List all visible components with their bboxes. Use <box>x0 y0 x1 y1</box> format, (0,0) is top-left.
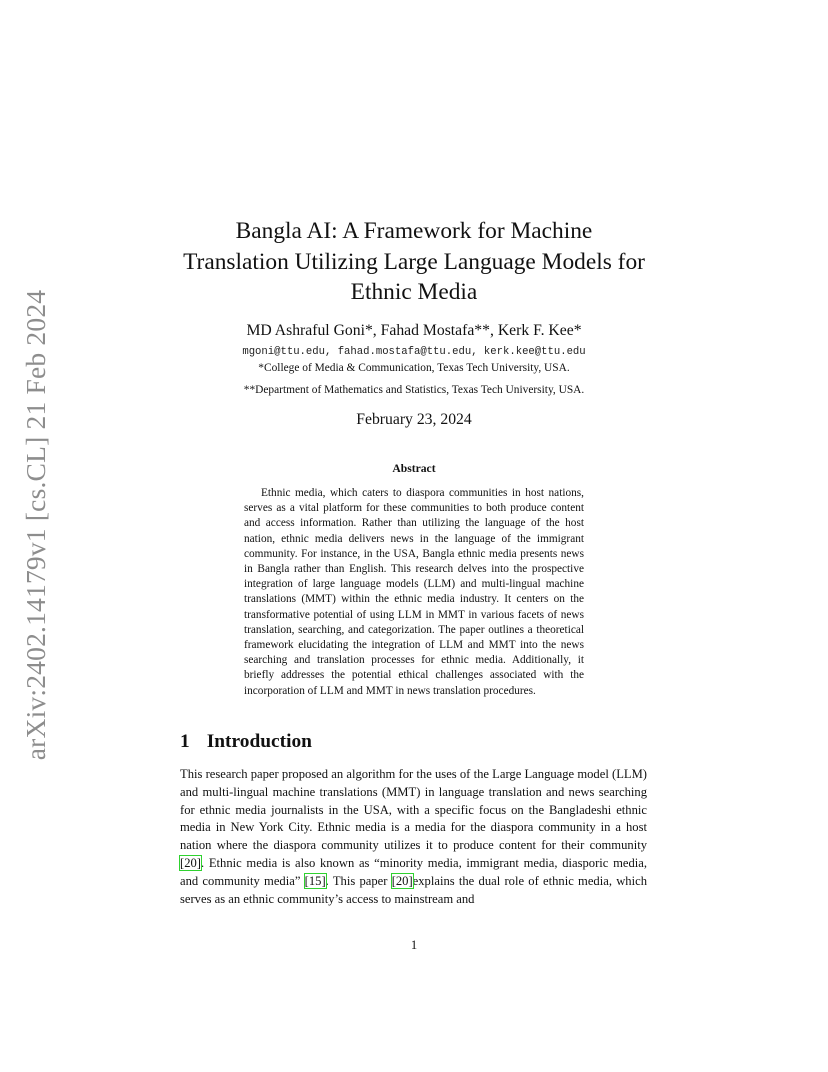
citation-link[interactable]: [15] <box>304 873 326 888</box>
page-number: 1 <box>410 938 418 952</box>
section-heading <box>180 731 312 753</box>
abstract-text: Ethnic media, which caters to diaspora communities in host nations, serves as a vital platform for these communities to both produce content and access information. Rather than utilizing the language of the host nation, ethnic media delivers news in the language of the immigrant community. For instance, in the USA, Bangla ethnic media presents news in Bangla rather than English. This research delves into the prospective integration of large language models (LLM) and multi-lingual machine translations (MMT) within the ethnic media industry. It centers on the transformative potential of using LLM in MMT in various facets of news translation, searching, and categorization. The paper outlines a theoretical framework elucidating the integration of LLM and MMT into the news searching and translation processes for ethnic media. Additionally, it briefly addresses the potential ethical challenges associated with the incorporation of LLM and MMT in news translation procedures. <box>244 487 584 697</box>
citation-link[interactable]: [20] <box>180 855 201 870</box>
intro-text: . This paper <box>325 873 392 888</box>
intro-text: This research paper proposed an algorithm for the uses of the Large Language model (LLM) and multi-lingual machine translations (MMT) in language translation and news searching for ethnic media journalists in the USA, with a specific focus on the Bangladeshi ethnic media in New York City. Ethnic media is a media for the diaspora community in a host nation where the diaspora community utilizes it to produce content for their community <box>180 767 647 853</box>
citation-link[interactable]: [20] <box>391 873 413 888</box>
title-line: Translation Utilizing Large Language Models for <box>183 248 645 275</box>
section-title: Introduction <box>206 731 312 752</box>
title-line: Bangla AI: A Framework for Machine <box>235 218 593 244</box>
title-line: Ethnic Media <box>350 279 478 306</box>
intro-text: explains the dual role of ethnic media, which serves as an ethnic community’s access to mainstream and <box>180 873 647 906</box>
arxiv-identifier-stamp: arXiv:2402.14179v1 [cs.CL] 21 Feb 2024 <box>20 289 51 761</box>
paper-title <box>150 216 678 308</box>
publication-date: February 23, 2024 <box>356 411 472 428</box>
intro-text: . Ethnic media is also known as “minority media, immigrant media, diasporic media, and community media” <box>180 855 647 888</box>
affiliation-media: *College of Media & Communication, Texas Tech University, USA. <box>258 362 570 374</box>
author-emails[interactable]: mgoni@ttu.edu, fahad.mostafa@ttu.edu, kerk.kee@ttu.edu <box>242 346 586 358</box>
introduction-paragraph <box>180 766 647 908</box>
abstract-heading: Abstract <box>392 462 436 475</box>
author-list: MD Ashraful Goni*, Fahad Mostafa**, Kerk F. Kee* <box>246 322 582 339</box>
section-number: 1 <box>180 731 190 752</box>
affiliation-mathematics: **Department of Mathematics and Statistics, Texas Tech University, USA. <box>243 384 585 396</box>
